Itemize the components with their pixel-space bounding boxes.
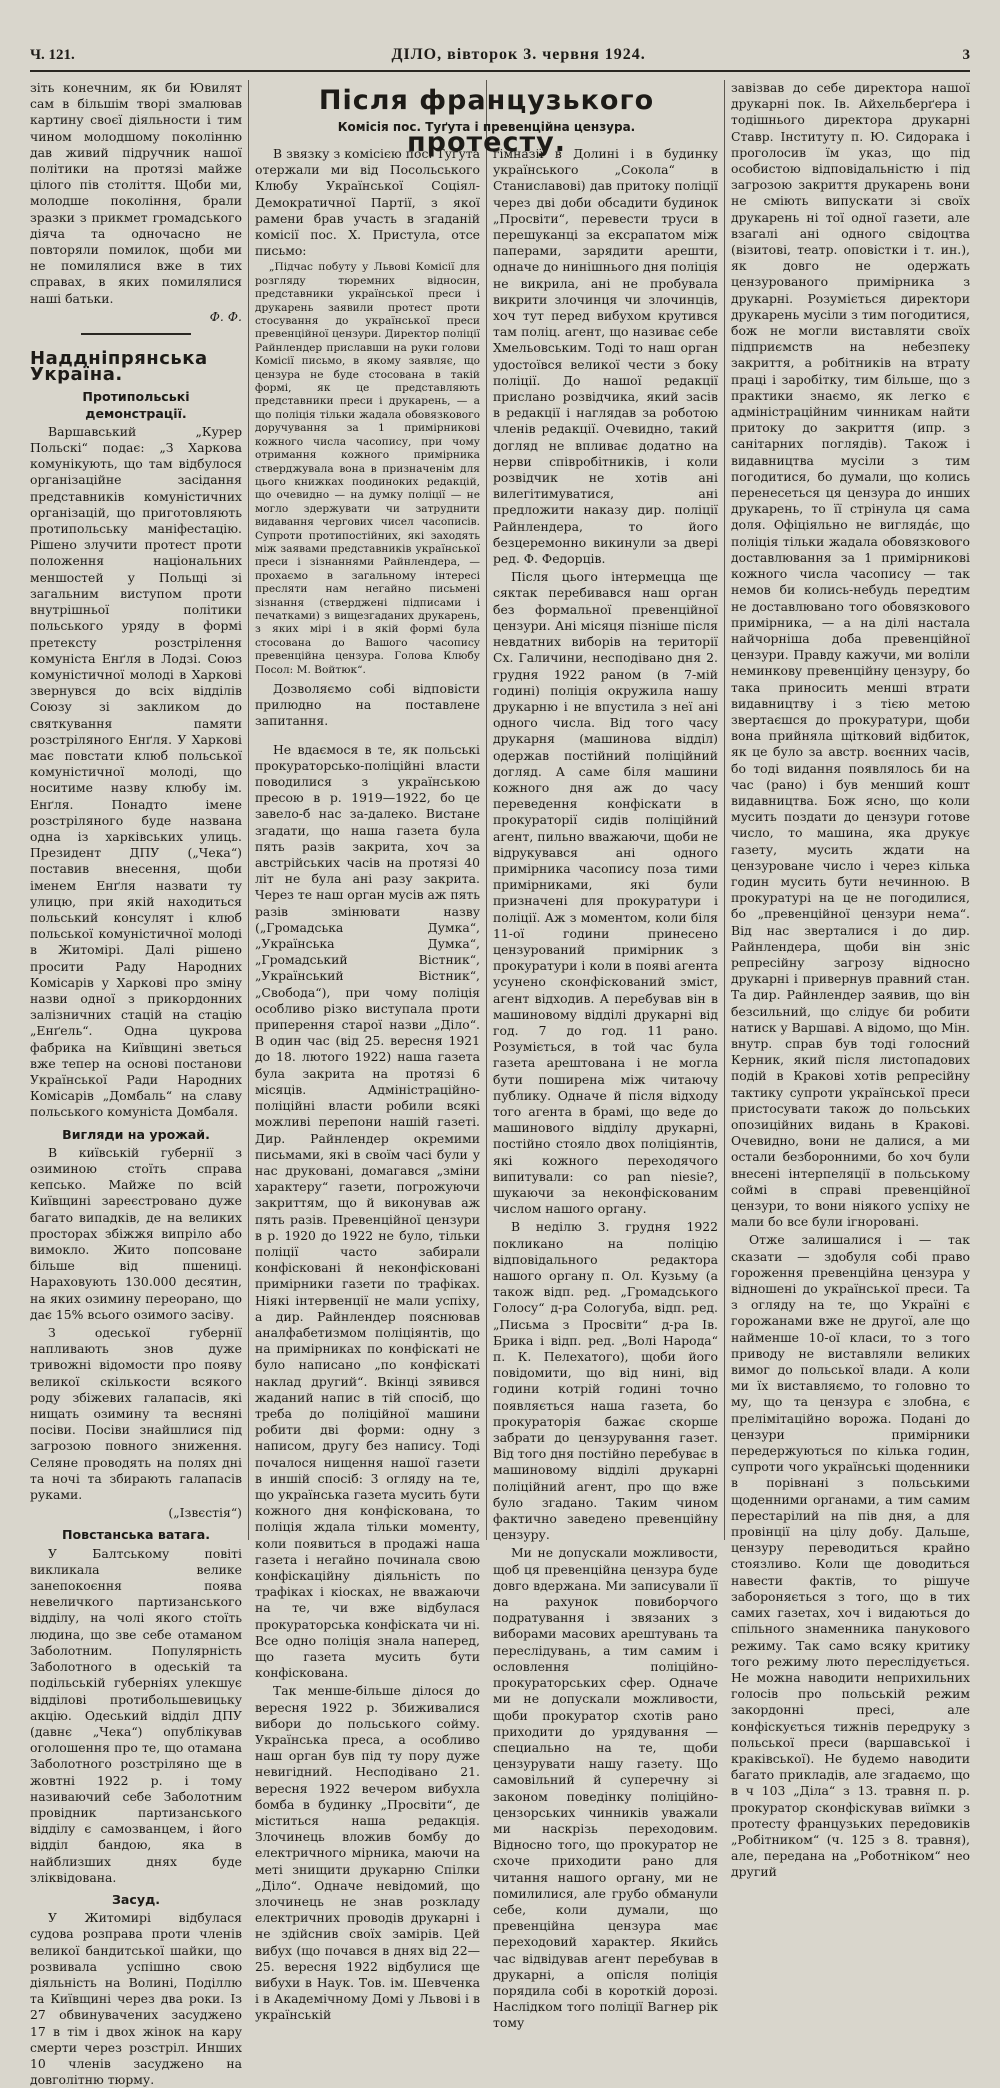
paragraph: завізвав до себе директора нашої друкарні пок. Ів. Айхельберґера і тодішнього директора друкарні Ставр. Інституту п. Ю. Сидорака і проголосив їм указ, що під особистою відповідальністю і під загрозою закриття друкарень вони не сміють випускати зі своїх друкарень ні тої одної газети, але взагалі ані одного свідоцтва (візитові, театр. оповістки і т. ин.), як довго не одержать цензурованого примірника з друкарні. Розуміється директори друкарень мусіли з тим погодитися, бож не могли виставляти своїх підприємств на небезпеку закриття, а робітників на втрату праці і заробітку, тим більше, що з практики знаємо, як легко є адміністраційним чинникам найти притоку до закриття (ипр. з санітарних поглядів). Також і видавництва мусіли з тим погодитися, бо думали, що колись перенесеться ця цензура до инших друкарень, то її стрінула ця сама доля. Офіціяльно не вигляда́є, що поліція тільки жадала обовязкового доставлювання за 1 примірникові кожного числа часопису — так немов би колись-небудь передтим не доставлювано того обовязкового примірника, — а на ділі настала найчорніша доба превенційної цензури. Правду кажучи, ми воліли неминкову превенційну цензуру, бо така приносить менші втрати видавництву і з тією метою звертаєшся до прокуратури, щоби вона прийняла щітковий відбиток, як це було за австр. воєнних часів, бо тоді видання появлялось би на час (рано) і був менший кошт видавництва. Бож ясно, що коли мусить поздати до цензури готове число, то машина, яка друкує газету, мусить ждати на цензуроване число і через кілька годин мусить бути нечинною. В прокуратурі на це не погодилися, бо „превенційної цензури нема“. Від нас зверталися і до дир. Райнлендера, щоби він зніс репресійну загрозу відносно друкарні і привернув правний стан. Та дир. Райнлендер заявив, що він безсильний, що слідує би робити натиск у Варшаві. А відомо, що Мін. внутр. справ був тоді голосний Керник, який після листопадових подій в Кракові хотів репресійну тактику супроти української преси пристосувати також до польських опозиційних видань в Кракові. Очевидно, вони не далися, а ми остали безборонними, бо хоч були внесені інтерпеляції в польському соймі в справі превенційної цензури, то вони ніякого успіху не мали бо все були ігноровані.: [731, 80, 970, 1230]
letter-text: „Підчас побуту у Львові Комісії для розгляду тюремних відносин, представники української преси і друкарень заявили протест проти стосування до української преси превенційної цензури. Директор поліції Райнлендер приславши на руки голови Комісії письмо, в якому заявляє, що цензура не буде стосована в такій формі, як це представляють представники преси і друкарень, — а що поліція тільки жадала обовязкового доручування за 1 примірникові кожного числа часопису, при чому отримання кожного примірника стверджувала вона в призначенім для цього книжках поодиноких редакцій, що очевидно — на думку поліції — не могло здержувати чи затруднити видавання чергових чисел часописів. Супроти протипостійних, які заходять між заявами представників української преси і зізнаннями Райнлендера, — прохаємо в загальному інтересі пресляти нам негайно письмені зізнання (стверджені підписами і печатками) з вищезгаданих друкарень, з яких мірі і в якій формі була стосована до Вашого часопису превенційна цензура. Голова Клюбу Посол: М. Войтюк“.: [255, 261, 480, 676]
paragraph: Не вдаємося в те, як польські прокураторсько-поліційні власти поводилися з українською пресою в р. 1919—1922, бо це завело-б нас за-далеко. Вистане згадати, що наша газета була пять разів закрита, хоч за австрійських часів на протязі 40 літ не була ані разу закрита. Через те наш орган мусів аж пять разів змінювати назву („Громадська Думка“, „Українська Думка“, „Громадський Вістник“, „Український Вістник“, „Свобода“), при чому поліція особливо різко виступала проти приперення старої назви „Діло“. В один час (від 25. вересня 1921 до 18. лютого 1922) наша газета була закрита на протязі 6 місяців. Адміністраційно-поліційні власти робили всякі можливі перепони нашій газеті. Дир. Райнлендер окремими письмами, які в своїм часі були у нас друковані, домагався „зміни характеру“ газети, погрожуючи закриттям, що й виконував аж пять разів. Превенційної цензури в р. 1920 до 1922 не було, тільки поліції часто забирали конфісковані й неконфісковані примірники газети по трафіках. Ніякі інтервенції не мали успіху, а дир. Райнлендер пояснював аналфабетизмом поліціянтів, що на примірниках по конфіскаті не було написано „по конфіскаті наклад другий“. Вкінці зявився жаданий напис в тій спосіб, що треба до поліційної машини робити дві форми: одну з написом, другу без напису. Тоді почалося нищення нашої газети в иншій спосіб: 3 огляду на те, що українська газета мусить бути кожного дня конфіскована, то поліція ждала тільки моменту, коли появиться в продажі наша газета і негайно починала свою конфіскаційну діяльність по трафіках і кіосках, не вважаючи на те, чи вже відбулася прокураторська конфіската чи ні. Все одно поліція знала наперед, що газета мусить бути конфіскована.: [255, 741, 480, 1681]
paragraph: Варшавський „Курер Польскі“ подає: „З Харкова комунікують, що там відбулося організаційне засідання представників комуністичних організацій, що приготовляють протипольську маніфестацію. Рішено злучити протест проти положення національних меншостей у Польщі зі загальним виступом проти внутрішньої політики польського уряду в формі претексту розстрілення комуніста Енґля в Лодзі. Союз комуністичної молоді в Харкові звернувся до всіх відділів Союзу зі закликом до святкування памяти розстріляного Енґля. У Харкові має повстати клюб польської комуністичної молоді, що носитиме назву клюбу ім. Енґля. Понадто імене розстріляного буде названа одна із харківських улиць. Президент ДПУ („Чека“) поставив внесення, щоби іменем Енґля назвати ту улицю, при якій находиться польський консулят і клюб польської комуністичної молоді в Житомірі. Далі рішено просити Раду Народних Комісарів у Харкові про зміну назви одної з прикордонних залізничних стацій на стацію „Енґель“. Одна цукрова фабрика на Київщині зветься вже тепер на основі постанови Української Ради Народних Комісарів „Домбаль“ на славу польського комуніста Домбаля.: [30, 423, 242, 1120]
paragraph: У Балтському повіті викликала велике занепокоєння поява невеличкого партизанського відділу, на чолі якого стоїть людина, що зве себе отаманом Заболотним. Популярність Заболотного в одеській та подільській губерніях улекшує відділові протибольшевицьку акцію. Одеський відділ ДПУ (давнє „Чека“) опублікував оголошення про те, що отамана Заболотного розстріляно ще в жовтні 1922 р. і тому називаючий себе Заболотним провідник партизанського відділу є самозванцем, і його відділ бандою, яка в найблизших днях буде зліквідована.: [30, 1545, 242, 1885]
paragraph: гімназії в Долині і в будинку українського „Сокола“ в Станиславові) дав притоку поліції через дві доби обсадити будинок „Просвіти“, перевести труси в перешуканці за ексрапатом між паперами, зарядити арешти, одначе до нинішнього дня поліція не викрила, ані не пробувала викрити злочинця чи злочинців, хоч тут перед вибухом крутився там поліц. агент, що називає себе Хмельовським. Тоді то наш орган удостоївся великої чести з боку поліції. До нашої редакції прислано розвідчика, який засів в редакції і наглядав за роботою членів редакції. Очевидно, такий догляд не впливає додатно на нерви співробітників, і коли розвідчик не хотів ані вилегітимуватися, ані предложити наказу дир. поліції Райнлендера, то його безцеремонно викинули за двері ред. Ф. Федорців.: [493, 146, 718, 567]
main-article-subtitle: Комісія пос. Туґута і превенційна цензура.: [337, 120, 636, 134]
column-rule: [724, 80, 725, 1540]
page-header: [30, 40, 970, 72]
paragraph: У Житомирі відбулася судова розправа проти членів великої бандитської шайки, що розвивала успішно свою діяльність на Волині, Поділлю та Київщині через два роки. Із 27 обвинувачених засуджено 17 в тім і двох жінок на кару смерти через розстріл. Инших 10 членів засуджено на довголітню тюрму.: [30, 1910, 242, 2088]
columns: [30, 80, 970, 2088]
article-heading: Вигляди на урожай.: [62, 1126, 210, 1142]
paragraph: З одеської губернії напливають знов дуже тривожні відомости про появу великої скількости всякого роду збіжевих галапасів, які нищать озимину та весняні посіви. Посіви знайшлися під загрозою повного зниження. Селяне проводять на полях дні та ночі та збирають галапасів руками.: [30, 1325, 242, 1503]
paragraph: Отже залишалися і — так сказати — здобуля собі право гороження превенційна цензура у відношені до української преси. Та з огляду на те, що Україні є горожанами вже не другої, але що найменше 10-ої класи, то з того приводу не виставляли великих вимог до польської влади. А коли ми їх виставляємо, то головно то му, що та цензура є злобна, є прелімітаційно ворожа. Подані до цензури примірники передержуються по кілька годин, супроти чого українські щоденники в порівнані з польськими щоденними органами, а тим самим перестарілий на пів дня, а для провінції на цілу добу. Дальше, цензуру переводиться крайно стоязливо. Коли ще доводиться навести фактів, то рішуче забороняється з того, що в тих самих газетах, хоч і видаються до спільного знаменника панукового режиму. Так само всяку критику того режиму люто переслідується. Не можна наводити неприхильних голосів про польській режим закордонні пресі, але конфіскується тижнів передруку з польської преси (варшавської і краківської). Не будемо наводити багато прикладів, але згадаємо, що в ч 103 „Діла“ з 13. травня п. р. прокуратор сконфіскував виїмки з протесту французьких передовиків „Робітником“ (ч. 125 з 8. травня), але, передана на „Роботніком“ нео другий: [731, 1232, 970, 1880]
main-article-title: Після французького протесту.: [318, 85, 655, 158]
column-1: [30, 80, 242, 2088]
paragraph: Так менше-більше ділося до вересня 1922 р. Збиживалися вибори до польського сойму. Українська преса, а особливо наш орган був під ту пору дуже невигідний. Несподівано 21. вересня 1922 вечером вибухла бомба в будинку „Просвіти“, де міститься наша редакція. Злочинець вложив бомбу до електричного мірника, маючи на меті знищити друкарню Спілки „Діло“. Одначе невідомий, що злочинець не знав розкладу електричних проводів друкарні і не здійснив своїх замірів. Цей вибух (що почався в днях від 22—25. вересня 1922 відбулися ще вибухи в Наук. Тов. ім. Шевченка і в Академічному Домі у Львові і в українській: [255, 1683, 480, 2023]
paragraph: Ми не допускали можливости, щоб ця превенційна цензура буде довго вдержана. Ми записували її на рахунок повиборчого подратування і звязаних з виборами масових арештувань та переслідувань, а тим самим і ословлення поліційно-прокураторських сфер. Одначе ми не допускали можливости, щоби прокуратор схотів рано приходити до урядування — специально на те, щоби цензурувати нашу газету. Що самовільний й суперечну зі законом поведінку поліційно-цензорських чинників уважали ми наскрізь переходовим. Відносно того, що прокуратор не схоче приходити рано для читання нашого органу, ми не помилилися, але грубо обманули себе, коли думали, що превенційна цензура має переходовий характер. Якийсь час відвідував агент перебував в друкарні, а опісля поліція порядила собі в короткій дорозі. Наслідком того поліції Вагнер рік тому: [493, 1545, 718, 2031]
article-heading: Засуд.: [111, 1891, 161, 1907]
article-heading: Протипольські демонстрації.: [82, 389, 190, 421]
article-heading: Повстанська ватага.: [61, 1527, 211, 1543]
paragraph: зіть конечним, як би Ювилят сам в більшім творі змалював картину своєї діяльности і тим чином молодшому поколінню дав живий підручник нашої політики на протязі майже цілого пів століття. Щоби ми, молодше покоління, брали зразки з прикмет громадського діяча та одночасно не повторяли помилок, щоби ми не помилялися вже в тих справах, в яких помилялися наші батьки.: [30, 80, 242, 306]
page-number-left: Ч. 121.: [30, 46, 75, 63]
source-note: („Ізвєстія“): [168, 1505, 242, 1521]
column-2: [255, 146, 480, 2023]
paragraph: Дозволяємо собі відповісти прилюдно на поставлене запитання.: [255, 681, 480, 729]
signature: Ф. Ф.: [209, 308, 242, 324]
section-title: Наддніпрянська Україна.: [30, 348, 208, 386]
column-3: [493, 146, 718, 2031]
column-4: [731, 80, 970, 1880]
masthead: ДІЛО, вівторок 3. червня 1924.: [391, 46, 646, 63]
paragraph: В київській губернії з озиминою стоїть справа кепсько. Майже по всій Київщині зареєстровано дуже багато випадків, де на великих просторах збіжжя випріло або вимокло. Жито попсоване більше від пшениці. Нараховують 130.000 десятин, на яких озимину переорано, що дає 15% всього озимого засіву.: [30, 1144, 242, 1322]
separator: [81, 333, 191, 345]
page-number-right: 3: [962, 46, 970, 63]
column-rule: [486, 80, 487, 1540]
paragraph: В неділю 3. грудня 1922 покликано на поліцію відповідального редактора нашого органу п. Ол. Кузьму (а також відп. ред. „Громадського Голосу“ д-ра Сологуба, відп. ред. „Письма з Просвіти“ д-ра Ів. Брика і відп. ред. „Волі Народа“ п. К. Пелехатого), щоби його повідомити, що від нині, від години котрій годині точно появляється наша газета, бо прокураторія бажає скорше забрати до цензурування газет. Від того дня постійно перебуває в машиновому відділі друкарні поліційний агент, про що вже було згадано. Таким чином фактично заведено превенційну цензуру.: [493, 1219, 718, 1543]
quoted-letter: [255, 261, 480, 677]
column-rule: [248, 80, 249, 1540]
paragraph: Після цього інтермецца ще сяктак перебивався наш орган без формальної превенційної цензури. Ані місяця пізніше після невдатних виборів на території Сх. Галичини, несподівано дня 2. грудня 1922 раном (в 7-мій годині) поліція окружила нашу друкарню і не впустила з неї ані одного числа. Від того часу друкарня (машинова відділ) одержав постійний поліційний догляд. А саме біля машини кожного дня аж до часу переведення конфіскати в прокураторії сидів поліційний агент, пильно вважаючи, щоби не відрукувався ані одного примірника часопису поза тими примірниками, які були призначені для прокуратури і поліції. Аж з моментом, коли біля 11-ої години принесено цензурований примірник з прокуратури і коли в появі агента усунено сконфіскований зміст, агент відходив. А перебував він в машиновому відділі друкарні від год. 7 до год. 11 рано. Розуміється, в той час була газета арештована і не могла бути поширена між читаючу публику. Одначе й після відходу того агента в брамі, що веде до машинового відділу друкарні, постійно стояло двох поліціянтів, які кожного переходячого випитували: co pan niesie?, шукаючи за неконфіскованим числом нашого органу.: [493, 569, 718, 1217]
paragraph: В звязку з комісією пос. Туґута отержали ми від Посольського Клюбу Української Соціял-Демократичної Партії, з якої рамени брав участь в згаданій комісії пос. Х. Пристула, отсе письмо:: [255, 146, 480, 259]
